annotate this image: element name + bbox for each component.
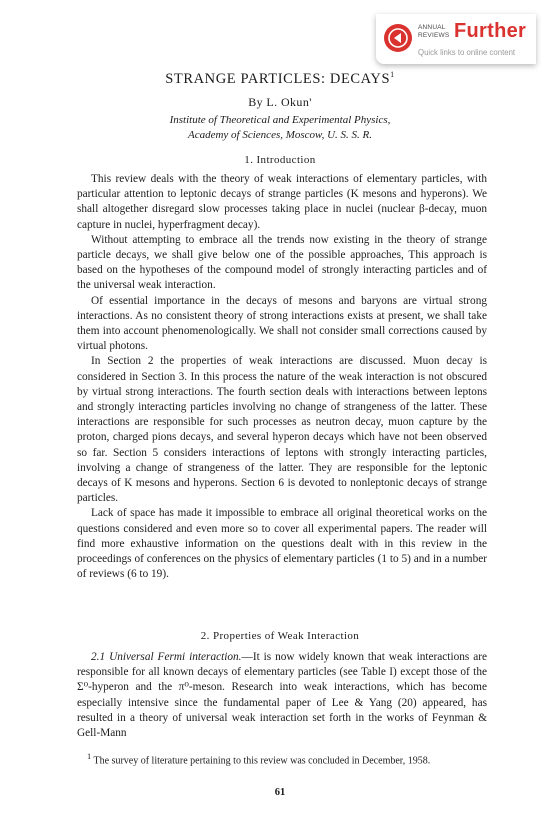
badge-annual-line2: REVIEWS: [418, 31, 450, 39]
section1-heading: 1. Introduction: [244, 154, 316, 166]
title-footnote-mark: 1: [390, 70, 395, 79]
footnote-mark: 1: [87, 752, 92, 761]
further-play-icon: [384, 24, 412, 52]
section1-paragraph: Of essential importance in the decays of mesons and baryons are virtual strong interactions. As no consistent theory of strong interactions exists at present, we shall take them into account phenomenologically. We shall not consider small corrections caused by virtual photons.: [77, 294, 487, 353]
section1-paragraph: Lack of space has made it impossible to embrace all original theoretical works on the questions considered and even more so to cover all experimental papers. The reader will find more exhaustive information on the questions dealt with in this review in the proceedings of conferences on the physics of elementary particles (1 to 5) and in a number of reviews (6 to 19).: [77, 507, 487, 581]
footnote-paragraph: [77, 750, 487, 768]
badge-subtitle: Quick links to online content: [418, 48, 516, 57]
affiliation-line2: Academy of Sciences, Moscow, U. S. S. R.: [188, 128, 372, 141]
article-author: By L. Okun': [248, 95, 312, 109]
footnote-text: The survey of literature pertaining to this review was concluded in December, 1958.: [93, 755, 431, 767]
section1-paragraph: Without attempting to embrace all the trends now existing in the theory of strange particle decays, we shall give below one of the possible approaches, This approach is based on the hypotheses of the compound model of strongly interacting particles and of the universal weak interaction.: [77, 233, 487, 292]
affiliation-line1: Institute of Theoretical and Experimental Physics,: [169, 114, 391, 126]
further-badge[interactable]: [376, 14, 536, 64]
section1-paragraph: In Section 2 the properties of weak interactions are discussed. Muon decay is considered in Section 3. In this process the nature of the weak interaction is not obscured by virtual strong interactions. The fourth section deals with interactions between leptons and strongly interacting particles involving no change of strangeness of the latter. These interactions are responsible for such processes as neutron decay, muon capture by the proton, charged pions decays, and several hyperon decays which have not been observed so far. Section 5 considers interactions of leptons with strongly interacting particles, involving a change of strangeness of the latter. They are responsible for the leptonic decays of K mesons and hyperons. Section 6 is devoted to nonleptonic decays of strange particles.: [77, 355, 487, 505]
subsection-label: 2.1 Universal Fermi interaction.: [91, 651, 242, 663]
badge-annual-line1: ANNUAL: [418, 24, 446, 31]
section1-body: [77, 172, 487, 582]
author-affiliation: [0, 113, 560, 142]
footnote: [77, 750, 487, 768]
section2-body: [77, 650, 487, 741]
section2-paragraph: [77, 650, 487, 741]
subsection-text: —It is now widely known that weak interactions are responsible for all known decays of elementary particles (see Table I) except those of the Σ⁰-hyperon and the π⁰-meson. Research into weak interactions, which has become especially intensive since the fundamental paper of Lee & Yang (20) appeared, has resulted in a theory of universal weak interaction set forth in the works of Feynman & Gell-Mann: [77, 651, 488, 740]
article-title: [0, 70, 560, 88]
section1-paragraph: This review deals with the theory of weak interactions of elementary particles, with particular attention to leptonic decays of strange particles (K mesons and hyperons). We shall altogether disregard slow processes taking place in nuclei (nuclear β-decay, muon capture in nuclei, hyperfragment decay).: [77, 173, 487, 231]
page-number: 61: [274, 787, 286, 798]
section2-heading: 2. Properties of Weak Interaction: [200, 630, 360, 642]
badge-annual-reviews: [418, 24, 449, 39]
title-text: STRANGE PARTICLES: DECAYS: [165, 70, 391, 87]
badge-further-label: Further: [454, 20, 527, 42]
